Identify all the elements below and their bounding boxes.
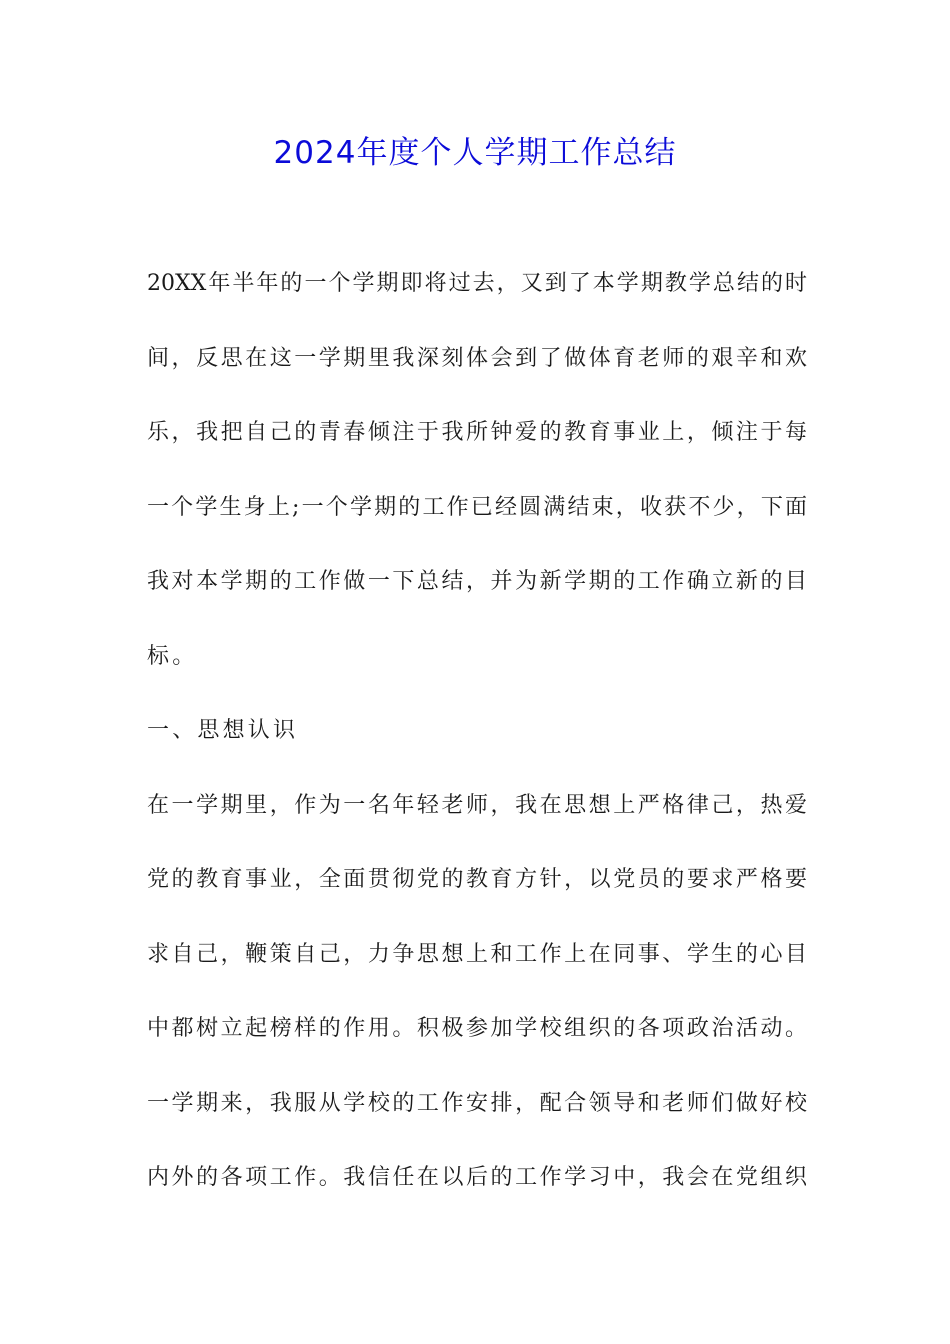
paragraph-line: 内外的各项工作。我信任在以后的工作学习中，我会在党组织 (147, 1165, 807, 1190)
paragraph-line: 标。 (147, 643, 198, 669)
paragraph-line: 求自己，鞭策自己，力争思想上和工作上在同事、学生的心目 (147, 941, 807, 967)
paragraph-line: 一个学生身上;一个学期的工作已经圆满结束，收获不少，下面 (147, 494, 807, 520)
paragraph-line: 20XX年半年的一个学期即将过去，又到了本学期教学总结的时 (147, 271, 807, 296)
paragraph-line: 一、思想认识 (147, 718, 299, 743)
document-body (147, 262, 807, 1231)
paragraph-line: 一学期来，我服从学校的工作安排，配合领导和老师们做好校 (147, 1090, 807, 1116)
paragraph-line: 党的教育事业，全面贯彻党的教育方针，以党员的要求严格要 (147, 867, 807, 892)
paragraph-line: 我对本学期的工作做一下总结，并为新学期的工作确立新的目 (147, 569, 807, 594)
paragraph-line: 间，反思在这一学期里我深刻体会到了做体育老师的艰辛和欢 (147, 345, 807, 371)
paragraph-line: 乐，我把自己的青春倾注于我所钟爱的教育事业上，倾注于每 (147, 420, 807, 445)
paragraph-line: 中都树立起榜样的作用。积极参加学校组织的各项政治活动。 (147, 1016, 807, 1041)
paragraph-line: 在一学期里，作为一名年轻老师，我在思想上严格律己，热爱 (147, 792, 807, 818)
document-title: 2024年度个人学期工作总结 (273, 135, 677, 171)
